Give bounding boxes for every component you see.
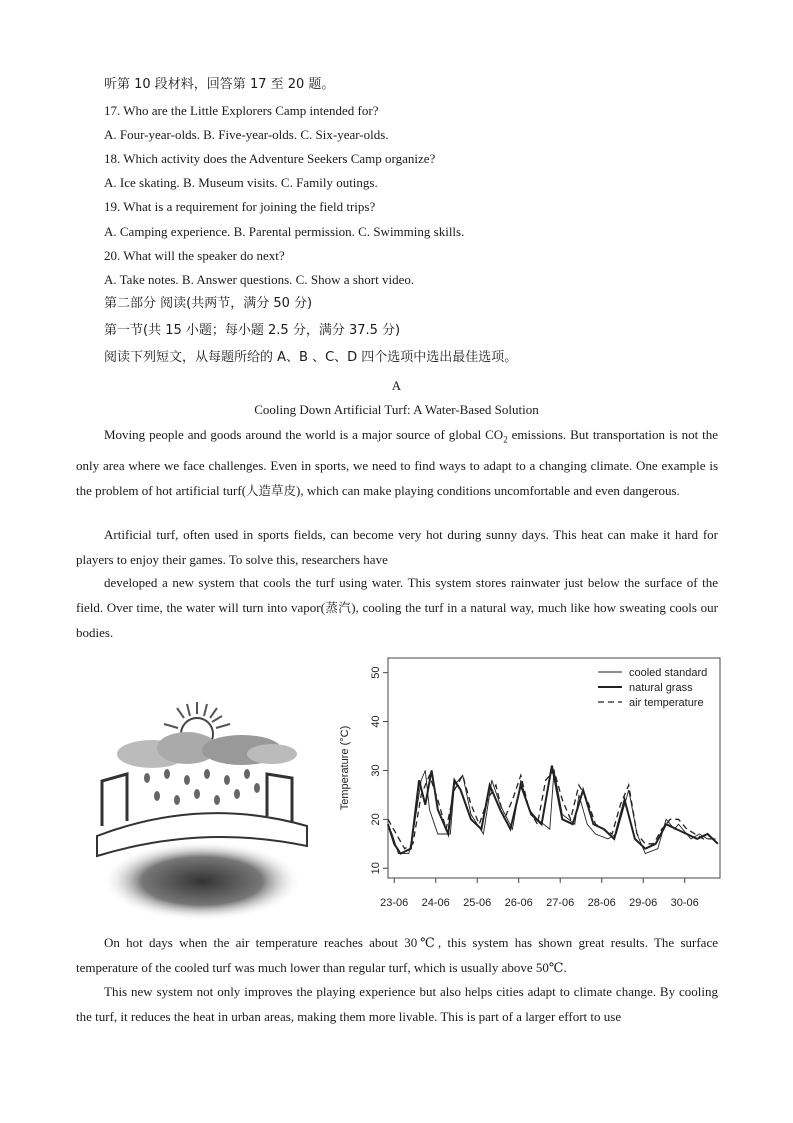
x-tick-label: 27-06 (546, 897, 575, 909)
x-tick-label: 30-06 (670, 897, 699, 909)
y-axis-label: Temperature (°C) (339, 725, 351, 811)
x-tick-label: 24-06 (421, 897, 450, 909)
chinese-gloss-turf: 人造草皮 (246, 482, 297, 498)
legend-label: cooled standard (629, 667, 708, 679)
x-tick-label: 25-06 (463, 897, 492, 909)
question-17-options: A. Four-year-olds. B. Five-year-olds. C. Six-year-olds. (104, 127, 389, 142)
legend-label: air temperature (629, 697, 704, 709)
paragraph-4: On hot days when the air temperature reaches about 30℃, this system has shown great results. The surface temperature of the cooled turf was much lower than regular turf, which is usually above 50℃. (76, 935, 718, 975)
part-two-heading: 第二部分 阅读(共两节，满分 50 分) (104, 296, 313, 311)
paragraph-1-part-a: Moving people and goods around the world is a major source of global CO (104, 427, 504, 442)
question-20-options: A. Take notes. B. Answer questions. C. Show a short video. (104, 272, 415, 287)
paragraph-2: Artificial turf, often used in sports fields, can become very hot during sunny days. This heat can make it hard for players to enjoy their games. To solve this, researchers have (76, 527, 718, 567)
cooled-turf-illustration (92, 696, 312, 922)
paragraph-5: This new system not only improves the playing experience but also helps cities adapt to climate change. By cooling the turf, it reduces the heat in urban areas, making them more livable. This is part of a larger effort to use (76, 984, 718, 1024)
temperature-chart (330, 650, 730, 920)
paragraph-1-part-b: emissions. But transportation is not the only area where we face challenges. Even in sports, we need to find ways to adapt to a changing climate. One example is the problem of hot artificial turf( (76, 427, 718, 498)
y-tick-label: 30 (370, 764, 382, 777)
question-19-options: A. Camping experience. B. Parental permission. C. Swimming skills. (104, 224, 465, 239)
paragraph-1-part-c: ), which can make playing conditions uncomfortable and even dangerous. (296, 482, 680, 498)
legend-label: natural grass (629, 682, 693, 694)
question-17-stem: 17. Who are the Little Explorers Camp intended for? (104, 103, 379, 118)
rain-drops (144, 769, 260, 805)
water-layer (102, 841, 302, 921)
reading-directions: 阅读下列短文，从每题所给的 A、B 、C、D 四个选项中选出最佳选项。 (104, 350, 518, 365)
section-one-heading: 第一节(共 15 小题；每小题 2.5 分，满分 37.5 分) (104, 323, 401, 338)
co2-subscript: 2 (503, 434, 508, 445)
question-19-stem: 19. What is a requirement for joining the field trips? (104, 199, 376, 214)
y-tick-label: 20 (370, 813, 382, 826)
x-tick-label: 26-06 (504, 897, 533, 909)
y-tick-label: 40 (370, 715, 382, 728)
x-tick-label: 29-06 (629, 897, 658, 909)
y-tick-label: 10 (370, 862, 382, 875)
x-tick-label: 28-06 (587, 897, 616, 909)
chinese-gloss-vapor: 蒸汽 (324, 600, 352, 615)
passage-letter: A (391, 378, 402, 393)
paragraph-1 (76, 422, 718, 503)
paragraph-3 (76, 570, 718, 645)
listening-instruction: 听第 10 段材料，回答第 17 至 20 题。 (104, 77, 335, 92)
passage-title: Cooling Down Artificial Turf: A Water-Based Solution (254, 402, 539, 417)
paragraph-3-part-b: ), cooling the turf in a natural way, much like how sweating cools our bodies. (76, 600, 718, 640)
series-line-cooled-standard (388, 770, 716, 853)
question-20-stem: 20. What will the speaker do next? (104, 248, 285, 263)
x-tick-label: 23-06 (380, 897, 409, 909)
question-18-stem: 18. Which activity does the Adventure Seekers Camp organize? (104, 151, 436, 166)
y-tick-label: 50 (370, 666, 382, 679)
question-18-options: A. Ice skating. B. Museum visits. C. Family outings. (104, 175, 378, 190)
cloud-icon (117, 732, 297, 768)
paragraph-3-part-a: developed a new system that cools the turf using water. This system stores rainwater just below the surface of the field. Over time, the water will turn into vapor( (76, 575, 718, 615)
